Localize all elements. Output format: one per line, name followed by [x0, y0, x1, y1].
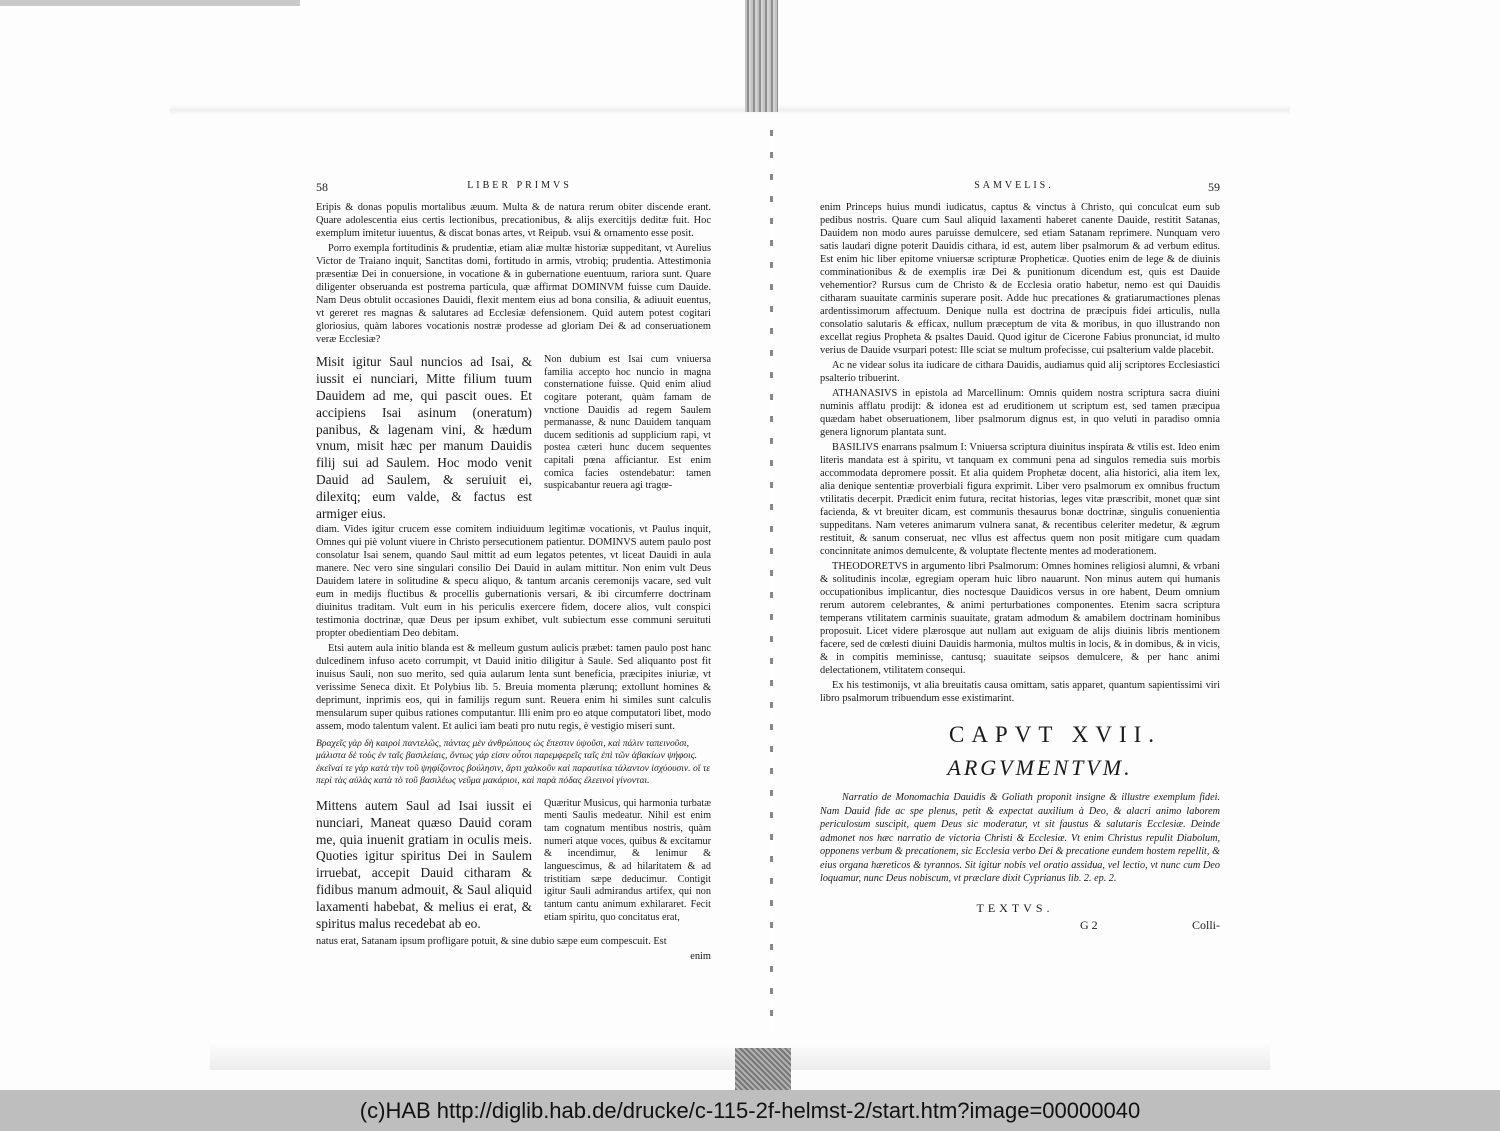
- scripture-block: [316, 798, 711, 933]
- credit-bar: [0, 1090, 1500, 1131]
- commentary-paragraph: diam. Vides igitur crucem esse comitem indiuiduum legitimæ vocationis, vt Paulus inquit, Omnes qui piè volunt viuere in Christo persecutionem patientur. DOMINVS autem paulo post consolatur Isai senem, quando Saul mittit ad eum legatos petentes, vt liceat Dauidi in aula manere. Nec vero sine singulari consilio Dei Dauid in aulam mittitur. Non enim vult Deus Dauidem latere in solitudine & specu aliquo, & tantum arcanis ceremonijs vacare, sed vult eum in medijs fluctibus & procellis gubernationis versari, & ibi circumferre doctrinam diuinitus traditam. Vult eum in his periculis exercere fidem, docere alios, vult conspici testimonia doctrinæ, quæ Deus per ipsum exhibet, vult subiectum esse communi seruituti propter obedientiam Deo debitam.: [316, 523, 711, 639]
- catchword: enim: [690, 950, 711, 962]
- running-title: LIBER PRIMVS: [467, 180, 572, 191]
- signature-mark: G 2: [1080, 918, 1098, 933]
- credit-url: (c)HAB http://diglib.hab.de/drucke/c-115-2f-helmst-2/start.htm?image=00000040: [359, 1097, 1141, 1123]
- section-heading: TEXTVS.: [976, 901, 1054, 916]
- scripture-text: Mittens autem Saul ad Isai iussit ei nunciari, Maneat quæso Dauid coram me, quia inuenit gratiam in oculis meis. Quoties igitur spiritus Dei in Saulem irruebat, accepit Dauid citharam & fidibus manum admouit, & Saul aliquid laxamenti habebat, & melius ei erat, & spiritus malus recedebat ab eo.: [316, 797, 532, 932]
- commentary-paragraph: Etsi autem aula initio blanda est & melleum gustum aulicis præbet: tamen paulo post hanc dulcedinem infuso aceto corrumpit, vt Dauid initio diligitur à Saule. Sed aliquanto post fit inuisus Sauli, non suo merito, sed quia aularum lenta sunt beneficia, præcipites iniuriæ, vt verissime Seneca dixit. Et Polybius lib. 5. Breuia momenta plærunq; extollunt homines & deprimunt, inprimis eos, qui in familijs regum sunt. Reuera enim hi similes sunt calculis mensularum super quibus rationes computantur. Illi enim pro eo atque computatori libet, modo assem, modo talentum valent. Et aulici iam beati pro nutu regis, è vestigio miseri sunt.: [316, 642, 711, 732]
- catchword: Colli-: [1191, 918, 1220, 933]
- running-head: [820, 180, 1220, 195]
- right-page: [820, 180, 1220, 938]
- body-paragraph: ATHANASIVS in epistola ad Marcellinum: Omnis quidem nostra scriptura sacra diuini numinis afflatu prodijt: & idonea est ad eruditionem ut scriptum est, sed tamen præcipua quædam habet obseruationem, liber psalmorum dignus est, in quo veluti in paradiso omnia genera lignorum plantata sunt.: [820, 388, 1220, 438]
- scripture-text: Misit igitur Saul nuncios ad Isai, & iussit ei nunciari, Mitte filium tuum Dauidem ad me, qui pascit oues. Et accipiens Isai asinum (oneratum) panibus, & lagenam vini, & hædum vnum, misit hæc per manum Dauidis filij sui ad Saulem. Hoc modo venit Dauid ad Saulem, & seruiuit ei, dilexitq; eum valde, & factus est armiger eius.: [316, 354, 532, 522]
- gutter-fold: [770, 130, 773, 1030]
- argument-text: Narratio de Monomachia Dauidis & Goliath proponit insigne & illustre exemplum fidei. Nam Dauid fide ac spe plenus, petit & expectat auxilium à Deo, & alacri animo laborem periculosum suscipit, quem Deus sic moderatur, vt sit faustus & salutaris Ecclesiæ. Deinde admonet nos hæc narratio de victoria Christi & Ecclesiæ. Vt enim Christus repulit Diabolum, opponens verbum & precationem, sic Ecclesia verbo Dei & precatione eundem hostem repellit, & eius organa hæreticos & tyrannos. Sit igitur nobis vel oratio assidua, vel lectio, vt nunc cum Deo loquamur, nunc Deus nobiscum, vt præclare dixit Cyprianus lib. 2. ep. 2.: [820, 792, 1220, 884]
- binding-gutter: [745, 0, 778, 112]
- argument-heading: ARGVMENTVM.: [947, 754, 1133, 780]
- greek-quotation: Βραχεῖς γὰρ δὴ καιροὶ παντελῶς, πάντας μὲν ἀνθρώπους ὡς ἔπεστιν ὑψοῦσι, καὶ πάλιν ταπεινοῦσι, μάλιστα δὲ τοὺς ἐν ταῖς βασιλείαις, ὄντως γάρ εἰσιν οὗτοι παρεμφερεῖς ταῖς ἐπὶ τῶν ἀβακίων ψήφοις. ἐκεῖναί τε γὰρ κατὰ τὴν τοῦ ψηφίζοντος βούλησιν, ἄρτι χαλκοῦν καὶ παραυτίκα τάλαντον ἰσχύουσιν. οἵ τε περὶ τὰς αὐλὰς κατὰ τὸ τοῦ βασιλέως νεῦμα μακάριοι, καὶ παρὰ πόδας ἐλεεινοὶ γίνονται.: [316, 737, 711, 787]
- commentary-text: Quæritur Musicus, qui harmonia turbatæ menti Saulis medeatur. Nihil est enim tam cognatum mentibus nostris, quàm numeri atque voces, quibus & excitamur & incendimur, & lenimur & languescimus, & ad hilaritatem & ad tristitiam sæpe deducimur. Contigit igitur Sauli admirandus artifex, qui non tantum cantu animum exhilararet. Fecit etiam spiritu, quo concitatus erat,: [544, 797, 711, 923]
- intro-paragraph: Eripis & donas populis mortalibus æuum. Multa & de natura rerum obiter discende erant. Quare adolescentia eius certis lectionibus, precationibus, & alijs exercitijs deditæ fuit. Hoc exemplum imitetur iuuentus, & discat bonas artes, vt Reipub. vsui & ornamento esse posit.: [316, 202, 711, 239]
- body-paragraph: enim Princeps huius mundi iudicatus, captus & vinctus à Christo, qui conculcat eum sub pedibus nostris. Quare cum Saul aliquid laxamenti haberet canente Dauide, restitit Satanas, Dauidem non modo aures paruisse demulcere, sed etiam Satanam reprimere. Nunquam vero satis laudari digne poterit Dauidis cithara, id est, autem liber psalmorum & ad verbum editus. Est enim hic liber epitome vniuersæ scripturæ Propheticæ. Quoties enim de lege & de diuinis comminationibus & de exemplis iræ Dei & punitionum dicendum est, quis est Dauide vehementior? Rursus cum de Christo & de Ecclesia oratio habetur, nemo est qui Dauidis citharam suauitate carminis superare posit. Adde huc precationes & gratiarumactiones plenas ardentissimorum affectuum. Denique nulla est doctrina de præcipuis fidei articulis, nulla consolatio salutaris & efficax, nullum præceptum de vita & moribus, in quo illustrando non excellat regius Propheta & psaltes Dauid. Quod igitur de Cicerone Fabius pronunciat, id multo verius de Dauide vsurpari potest: Ille sciat se multum profecisse, cui psalterium valde placebit.: [820, 202, 1220, 356]
- page-edge: [170, 104, 1290, 116]
- running-title: SAMVELIS.: [974, 180, 1054, 191]
- chapter-title: CAPVT XVII.: [948, 722, 1162, 747]
- body-paragraph: BASILIVS enarrans psalmum I: Vniuersa scriptura diuinitus inspirata & vtilis est. Ideo enim literis mandata est à spiritu, vt tanquam ex communi pena ad singulos remedia suis morbis accommodata depromere possit. Et alia quidem Prophetæ docent, alia historici, alia item lex, alia denique sententiæ proverbiali figura exprimit. Liber vero psalmorum ex omnibus fructum vtilitatis decerpit. Prædicit enim futura, recitat historias, leges vitæ præscribit, monet quæ sint facienda, & vt breuiter dicam, est communis thesaurus bonæ doctrinæ, singulis conuenientia suppeditans. Nam veteres animarum vulnera sanat, & recentibus celeriter medetur, & ægrum restituit, & sanum conseruat, nec vllus est affectus quem non posit mitigare cum quadam concinnitate animos demulcente, & voluptate flectente mentes ad moderationem.: [820, 442, 1220, 557]
- body-paragraph: THEODORETVS in argumento libri Psalmorum: Omnes homines religiosi alumni, & vrbani & solitudinis incolæ, egregiam operam huic libro nauarunt. Non minus autem qui humanis occupationibus implicantur, dies noctesque Dauidicos versus in ore habent, Deum omnium rerum autorem celebrantes, & animi perturbationes componentes. Etenim sacra scriptura temperans vtilitatem carminis suauitate, gratam admodum & amabilem doctrinam hominibus proposuit. Licet videre plærosque aut nullam aut exiguam de alijs diuinis libris mentionem facere, sed de cœlesti diuini Dauidis harmonia, multos multis in locis, & in domibus, & in vicis, & in compitis meminisse, cantusq; suauitate seipsos demulcere, & per hanc animi delectationem, vtilitatem consequi.: [820, 561, 1220, 676]
- running-head: [316, 180, 711, 195]
- scan-artifact: [0, 0, 300, 6]
- commentary-text: Non dubium est Isai cum vniuersa familia accepto hoc nuncio in magna consternatione fuisse. Quid enim aliud cogitare poterant, quàm famam de vnctione Dauidis ad regem Saulem permanasse, & nunc Dauidem tanquam ducem seditionis ad supplicium rapi, vt postea cæteri hunc ducem sequentes capitali pœna afficiantur. Est enim comica facies ostendebatur: tamen suspicabantur reuera agi tragœ-: [544, 354, 711, 492]
- body-paragraph: Ex his testimonijs, vt alia breuitatis causa omittam, satis apparet, quantum sapientissimi viri libro psalmorum tribuendum esse existimarint.: [820, 680, 1220, 704]
- body-paragraph: Ac ne videar solus ita iudicare de cithara Dauidis, audiamus quid alij scriptores Ecclesiastici psalterio tribuerint.: [820, 360, 1220, 384]
- page-number: 59: [1207, 180, 1220, 194]
- intro-paragraph: Porro exempla fortitudinis & prudentiæ, etiam aliæ multæ historiæ suppeditant, vt Aurelius Victor de Traiano inquit, Sanctitas domi, fortitudo in armis, vtrobiq; prudentia. Attestimonia præsentiæ Dei in conuersione, in vocatione & in gubernatione euentuum, rariora sunt. Quare diligenter obseruanda est postrema particula, quæ affirmat DOMINVM fuisse cum Dauide. Nam Deus obtulit occasiones Dauidi, flexit mentem eius ad bona consilia, & adiuuit euentus, vt gereret res magnas & salutares ad Ecclesiæ defensionem. Quid autem potest cogitari gloriosius, quàm labores vocationis nostræ prodesse ad gloriam Dei & ad conseruationem veræ Ecclesiæ?: [316, 243, 711, 345]
- commentary-paragraph: natus erat, Satanam ipsum profligare potuit, & sine dubio sæpe eum compescuit. Est: [316, 935, 667, 947]
- binding-gutter: [735, 1048, 791, 1090]
- page-footline: [820, 918, 1220, 938]
- scripture-block: [316, 354, 711, 523]
- left-page: [316, 180, 711, 963]
- page-number: 58: [316, 180, 328, 194]
